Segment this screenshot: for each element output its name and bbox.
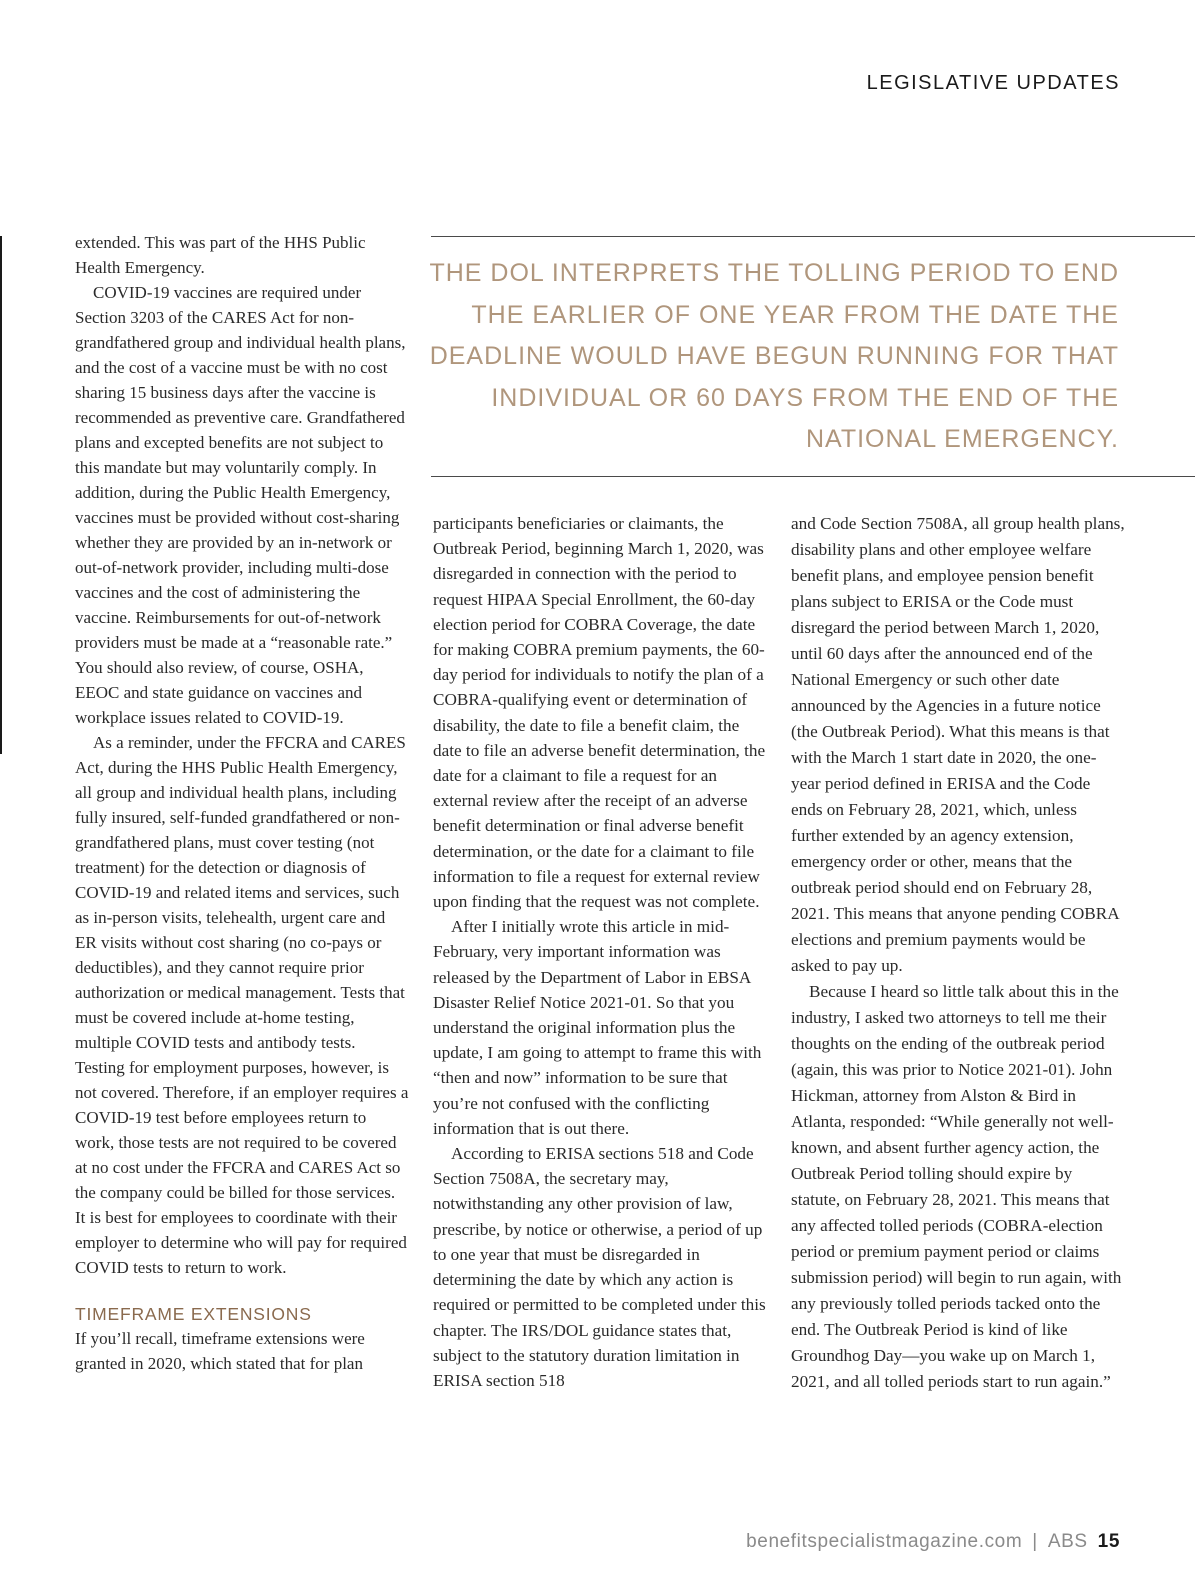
right-paragraph-2: Because I heard so little talk about this in the industry, I asked two attorneys to tell me their thoughts on the ending of the outbreak period (again, this was prior to Notice 2021-01). John Hickman, attorney from Alston & Bird in Atlanta, responded: “While generally not well-known, and absent further agency action, the Outbreak Period tolling should expire by statute, on February 28, 2021. This means that any affected tolled periods (COBRA-election period or premium payment period or claims submission period) will begin to run again, with any previously tolled periods tacked onto the end. The Outbreak Period is kind of like Groundhog Day—you wake up on March 1, 2021, and all tolled periods start to run again.” <box>791 982 1122 1391</box>
middle-paragraph-2: After I initially wrote this article in mid-February, very important information was released by the Department of Labor in EBSA Disaster Relief Notice 2021-01. So that you understand the original information plus the update, I am going to attempt to frame this with “then and now” information to be sure that you’re not confused with the conflicting information that is out there. <box>433 917 762 1138</box>
left-column <box>75 230 409 1376</box>
page-number: 15 <box>1097 1531 1120 1552</box>
left-paragraph-1: extended. This was part of the HHS Public Health Emergency. <box>75 233 366 277</box>
right-column <box>791 511 1125 1395</box>
section-header: LEGISLATIVE UPDATES <box>866 72 1120 94</box>
pull-quote-text: THE DOL INTERPRETS THE TOLLING PERIOD TO END THE EARLIER OF ONE YEAR FROM THE DATE THE DEADLINE WOULD HAVE BEGUN RUNNING FOR THAT INDIVIDUAL OR 60 DAYS FROM THE END OF THE NATIONAL EMERGENCY. <box>429 259 1119 453</box>
left-paragraph-2: COVID-19 vaccines are required under Section 3203 of the CARES Act for non-grandfathered group and individual health plans, and the cost of a vaccine must be with no cost sharing 15 business days after the vaccine is recommended as preventive care. Grandfathered plans and excepted benefits are not subject to this mandate but may voluntarily comply. In addition, during the Public Health Emergency, vaccines must be provided without cost-sharing whether they are provided by an in-network or out-of-network provider, including multi-dose vaccines and the cost of administering the vaccine. Reimbursements for out-of-network providers must be made at a “reasonable rate.” You should also review, of course, OSHA, EEOC and state guidance on vaccines and workplace issues related to COVID-19. <box>75 283 406 727</box>
page-footer <box>746 1531 1120 1553</box>
middle-column <box>433 511 767 1393</box>
middle-paragraph-3: According to ERISA sections 518 and Code Section 7508A, the secretary may, notwithstanding any other provision of law, prescribe, by notice or otherwise, a period of up to one year that must be disregarded in determining the date by which any action is required or permitted to be completed under this chapter. The IRS/DOL guidance states that, subject to the statutory duration limitation in ERISA section 518 <box>433 1144 766 1390</box>
subheading-timeframe-extensions: TIMEFRAME EXTENSIONS <box>75 1304 312 1324</box>
pull-quote <box>431 236 1195 477</box>
right-paragraph-1: and Code Section 7508A, all group health plans, disability plans and other employee welfare benefit plans, and employee pension benefit plans subject to ERISA or the Code must disregard the period between March 1, 2020, until 60 days after the announced end of the National Emergency or such other date announced by the Agencies in a future notice (the Outbreak Period). What this means is that with the March 1 start date in 2020, the one-year period defined in ERISA and the Code ends on February 28, 2021, which, unless further extended by an agency extension, emergency order or other, means that the outbreak period should end on February 28, 2021. This means that anyone pending COBRA elections and premium payments would be asked to pay up. <box>791 514 1125 975</box>
footer-website: benefitspecialistmagazine.com <box>746 1531 1023 1552</box>
left-paragraph-4: If you’ll recall, timeframe extensions were granted in 2020, which stated that for plan <box>75 1329 365 1373</box>
left-margin-rule <box>0 236 2 754</box>
middle-paragraph-1: participants beneficiaries or claimants, the Outbreak Period, beginning March 1, 2020, was disregarded in connection with the period to request HIPAA Special Enrollment, the 60-day election period for COBRA Coverage, the date for making COBRA premium payments, the 60-day period for individuals to notify the plan of a COBRA-qualifying event or determination of disability, the date to file a benefit claim, the date to file an adverse benefit determination, the date for a claimant to file a request for an external review after the receipt of an adverse benefit determination or final adverse benefit determination, or the date for a claimant to file information to file a request for external review upon finding that the request was not complete. <box>433 514 766 912</box>
footer-magazine-name: ABS <box>1047 1531 1088 1552</box>
left-paragraph-3: As a reminder, under the FFCRA and CARES Act, during the HHS Public Health Emergency, all group and individual health plans, including fully insured, self-funded grandfathered or non-grandfathered plans, must cover testing (not treatment) for the detection or diagnosis of COVID-19 and related items and services, such as in-person visits, telehealth, urgent care and ER visits without cost sharing (no co-pays or deductibles), and they cannot require prior authorization or medical management. Tests that must be covered include at-home testing, multiple COVID tests and antibody tests. Testing for employment purposes, however, is not covered. Therefore, if an employer requires a COVID-19 test before employees return to work, those tests are not required to be covered at no cost under the FFCRA and CARES Act so the company could be billed for those services. It is best for employees to coordinate with their employer to determine who will pay for required COVID tests to return to work. <box>75 733 409 1277</box>
footer-separator: | <box>1032 1531 1038 1552</box>
